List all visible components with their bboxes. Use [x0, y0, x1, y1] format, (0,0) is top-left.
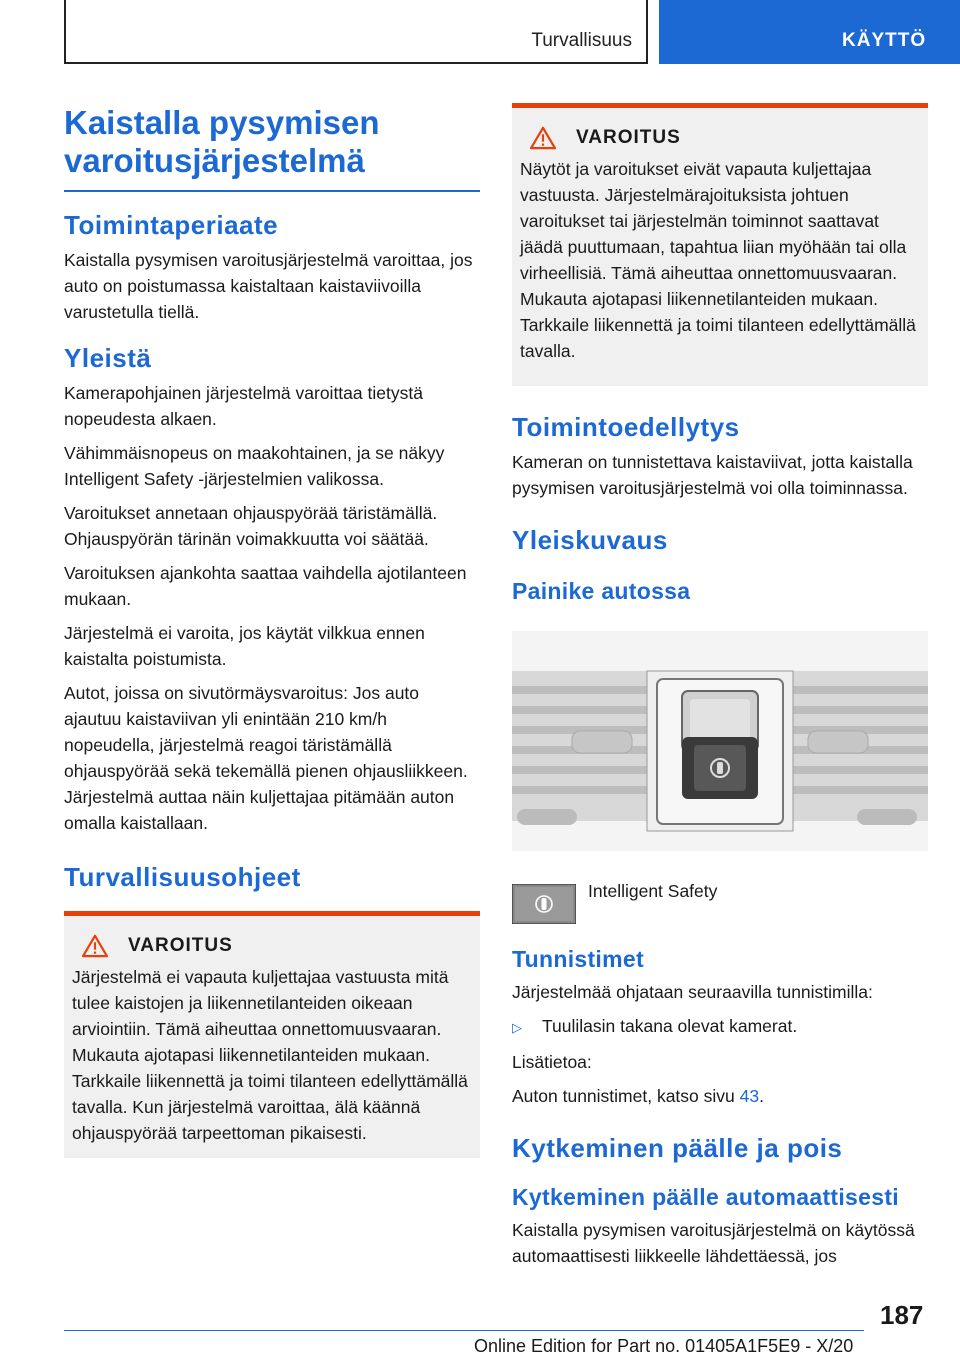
- warning-label: VAROITUS: [128, 935, 233, 956]
- heading-auto-on: Kytkeminen päälle automaattisesti: [512, 1184, 899, 1210]
- footer-edition: Online Edition for Part no. 01405A1F5E9 - X/20: [474, 1336, 854, 1356]
- left-column: [64, 100, 480, 1158]
- right-column: [512, 103, 928, 1277]
- warning-box: [64, 911, 480, 1158]
- paragraph-general: Kamerapohjainen järjestelmä varoittaa tietystä nopeudesta alkaen.: [64, 383, 423, 429]
- header-section-box: [64, 0, 648, 64]
- paragraph-general: Vähimmäisnopeus on maakohtainen, ja se näkyy Intelligent Safety -järjestelmien valikossa.: [64, 443, 445, 489]
- list-item: [512, 1013, 928, 1041]
- intelligent-safety-button-icon: [512, 884, 576, 924]
- triangle-bullet-icon: ▷: [512, 1020, 522, 1035]
- heading-button-in-car: Painike autossa: [512, 578, 691, 604]
- warning-header: [520, 126, 920, 150]
- paragraph-requirements: Kameran on tunnistettava kaistaviivat, jotta kaistalla pysymisen varoitusjärjestelmä voi olla toiminnassa.: [512, 452, 913, 498]
- button-caption: Intelligent Safety: [588, 881, 718, 901]
- warning-text: Järjestelmä ei vapauta kuljettajaa vastuusta mitä tulee kaistojen ja liikennetilanteiden oikeaan arviointiin. Tämä aiheuttaa onnettomuusvaaran. Mukauta ajotapasi liikennetilanteiden mukaan. Tarkkaile liikennettä ja toimi tilanteen edellyttämällä tavalla. Kun järjestelmä varoittaa, älä käännä ohjauspyörää tarpeettoman pikaisesti.: [72, 967, 468, 1143]
- warning-text: Näytöt ja varoitukset eivät vapauta kuljettajaa vastuusta. Järjestelmärajoituksista johtuen varoitukset tai järjestelmän toiminnot saattavat jäädä puuttumaan, tapahtua liian myöhään tai olla virheellisiä. Tämä aiheuttaa onnettomuusvaaran. Mukauta ajotapasi liikennetilanteiden mukaan. Tarkkaile liikennettä ja toimi tilanteen edellyttämällä tavalla.: [520, 159, 916, 361]
- list-item-text: Tuulilasin takana olevat kamerat.: [542, 1016, 798, 1036]
- warning-triangle-icon: [528, 126, 558, 150]
- page-reference-link[interactable]: 43: [739, 1086, 760, 1106]
- warning-label: VAROITUS: [576, 127, 681, 148]
- header-chapter-tab[interactable]: KÄYTTÖ: [659, 0, 960, 64]
- warning-triangle-icon: [80, 934, 110, 958]
- paragraph-auto-on: Kaistalla pysymisen varoitusjärjestelmä on käytössä automaattisesti liikkeelle lähdettäessä, jos: [512, 1220, 915, 1266]
- reference-end: .: [759, 1086, 764, 1106]
- footer-divider: [64, 1330, 864, 1331]
- heading-sensors: Tunnistimet: [512, 946, 644, 972]
- warning-box: [512, 103, 928, 386]
- paragraph-general: Varoitukset annetaan ohjauspyörää täristämällä. Ohjauspyörän tärinän voimakkuutta voi säätää.: [64, 503, 438, 549]
- paragraph-reference: [512, 1083, 928, 1109]
- heading-general: Yleistä: [64, 343, 152, 373]
- paragraph-general: Varoituksen ajankohta saattaa vaihdella ajotilanteen mukaan.: [64, 563, 467, 609]
- header-section-title: Turvallisuus: [531, 30, 632, 51]
- heading-overview: Yleiskuvaus: [512, 525, 668, 555]
- paragraph-general: Autot, joissa on sivutörmäysvaroitus: Jos auto ajautuu kaistaviivan yli enintään 210 km/h nopeudella, järjestelmä reagoi täristämällä ohjauspyörää sekä tekemällä pienen ohjausliikkeen. Järjestelmä auttaa näin kuljettajaa pitämään auton omalla kaistallaan.: [64, 683, 468, 833]
- title-divider: [64, 190, 480, 192]
- reference-text: Auton tunnistimet, katso sivu: [512, 1086, 740, 1106]
- heading-safety: Turvallisuusohjeet: [64, 862, 301, 892]
- paragraph-sensors: Järjestelmää ohjataan seuraavilla tunnistimilla:: [512, 982, 873, 1002]
- button-legend-row: [512, 878, 928, 924]
- paragraph-general: Järjestelmä ei varoita, jos käytät vilkkua ennen kaistalta poistumista.: [64, 623, 425, 669]
- heading-principle: Toimintaperiaate: [64, 210, 279, 240]
- page-number: 187: [880, 1300, 924, 1330]
- paragraph-principle: Kaistalla pysymisen varoitusjärjestelmä varoittaa, jos auto on poistumassa kaistaltaan kaistaviivoilla varustetulla tiellä.: [64, 250, 473, 322]
- paragraph-more-info: Lisätietoa:: [512, 1052, 592, 1072]
- dashboard-button-photo: [512, 631, 928, 851]
- heading-requirements: Toimintoedellytys: [512, 412, 740, 442]
- warning-header: [72, 934, 472, 958]
- page-title: Kaistalla pysymisen varoitusjärjestelmä: [64, 104, 380, 179]
- heading-on-off: Kytkeminen päälle ja pois: [512, 1133, 843, 1163]
